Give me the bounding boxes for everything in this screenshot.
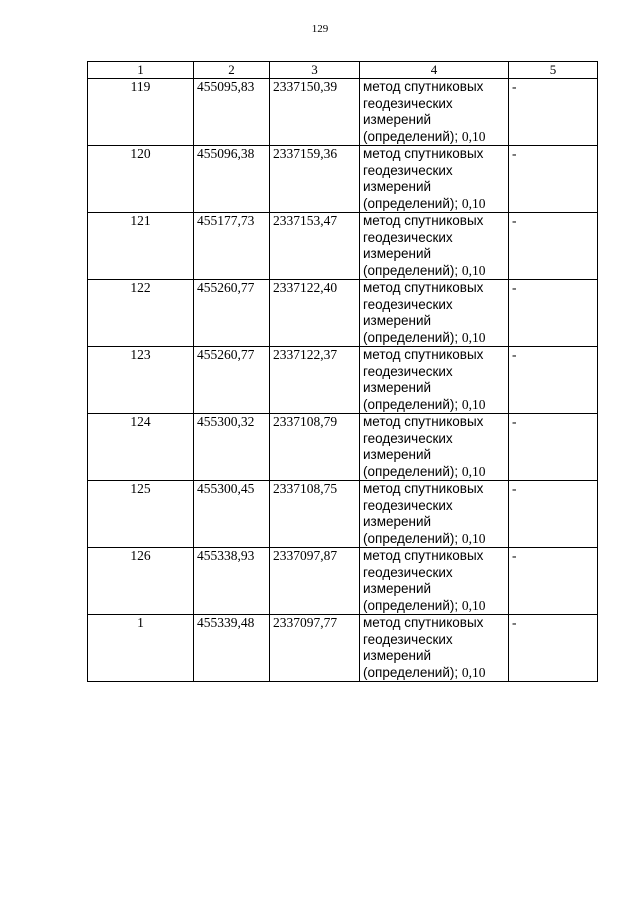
x-coordinate-cell: 455300,32: [194, 414, 270, 481]
accuracy-value: 0,10: [461, 195, 486, 211]
table-row: [88, 213, 598, 280]
x-coordinate-cell: 455260,77: [194, 280, 270, 347]
method-line-2: геодезических: [363, 631, 453, 647]
accuracy-value: 0,10: [461, 597, 486, 613]
point-number-cell: 126: [88, 548, 194, 615]
note-cell: -: [509, 146, 598, 213]
method-line-4: [363, 464, 505, 481]
x-coordinate-cell: 455260,77: [194, 347, 270, 414]
method-line-4: [363, 531, 505, 548]
method-line-1: метод спутниковых: [363, 146, 484, 161]
y-coordinate-cell: 2337159,36: [270, 146, 360, 213]
x-coordinate-cell: 455339,48: [194, 615, 270, 682]
note-cell: -: [509, 280, 598, 347]
point-number-cell: 120: [88, 146, 194, 213]
note-cell: -: [509, 213, 598, 280]
accuracy-value: 0,10: [461, 664, 486, 680]
method-line-3: измерений: [363, 581, 432, 596]
method-line-2: геодезических: [363, 95, 453, 111]
y-coordinate-cell: 2337150,39: [270, 79, 360, 146]
method-line-3: измерений: [363, 380, 432, 395]
note-cell: -: [509, 79, 598, 146]
method-line-3: измерений: [363, 313, 432, 328]
y-coordinate-cell: 2337122,37: [270, 347, 360, 414]
y-coordinate-cell: 2337108,75: [270, 481, 360, 548]
method-cell: [360, 414, 509, 481]
method-line-4: [363, 263, 505, 280]
method-line-2: геодезических: [363, 430, 453, 446]
point-number-cell: 1: [88, 615, 194, 682]
method-cell: [360, 213, 509, 280]
method-line-4: [363, 330, 505, 347]
method-line-4: [363, 397, 505, 414]
method-definition-text: (определений);: [363, 597, 459, 613]
page-number: 129: [311, 23, 329, 35]
x-coordinate-cell: 455338,93: [194, 548, 270, 615]
method-cell: [360, 481, 509, 548]
point-number-cell: 124: [88, 414, 194, 481]
method-line-4: [363, 196, 505, 213]
method-definition-text: (определений);: [363, 463, 459, 479]
method-line-4: [363, 129, 505, 146]
y-coordinate-cell: 2337097,87: [270, 548, 360, 615]
accuracy-value: 0,10: [461, 262, 486, 278]
method-line-4: [363, 598, 505, 615]
table-row: [88, 280, 598, 347]
accuracy-value: 0,10: [461, 329, 486, 345]
point-number-cell: 121: [88, 213, 194, 280]
x-coordinate-cell: 455096,38: [194, 146, 270, 213]
y-coordinate-cell: 2337108,79: [270, 414, 360, 481]
method-definition-text: (определений);: [363, 396, 459, 412]
method-definition-text: (определений);: [363, 530, 459, 546]
method-line-3: измерений: [363, 179, 432, 194]
point-number-cell: 123: [88, 347, 194, 414]
method-line-2: геодезических: [363, 363, 453, 379]
method-line-3: измерений: [363, 648, 432, 663]
accuracy-value: 0,10: [461, 128, 486, 144]
table-row: [88, 79, 598, 146]
method-cell: [360, 146, 509, 213]
table-row: [88, 615, 598, 682]
point-number-cell: 119: [88, 79, 194, 146]
table-row: [88, 481, 598, 548]
column-header-5: 5: [509, 62, 598, 79]
table-row: [88, 146, 598, 213]
table-header-row: [88, 62, 598, 79]
x-coordinate-cell: 455177,73: [194, 213, 270, 280]
method-line-1: метод спутниковых: [363, 79, 484, 94]
y-coordinate-cell: 2337122,40: [270, 280, 360, 347]
method-line-1: метод спутниковых: [363, 213, 484, 228]
accuracy-value: 0,10: [461, 396, 486, 412]
method-line-1: метод спутниковых: [363, 615, 484, 630]
coordinates-table: [87, 61, 598, 682]
note-cell: -: [509, 414, 598, 481]
method-definition-text: (определений);: [363, 664, 459, 680]
note-cell: -: [509, 548, 598, 615]
method-line-1: метод спутниковых: [363, 280, 484, 295]
note-cell: -: [509, 615, 598, 682]
table-row: [88, 347, 598, 414]
method-cell: [360, 548, 509, 615]
x-coordinate-cell: 455300,45: [194, 481, 270, 548]
method-line-3: измерений: [363, 246, 432, 261]
method-line-2: геодезических: [363, 229, 453, 245]
column-header-2: 2: [194, 62, 270, 79]
note-cell: -: [509, 481, 598, 548]
method-line-3: измерений: [363, 514, 432, 529]
point-number-cell: 125: [88, 481, 194, 548]
column-header-3: 3: [270, 62, 360, 79]
method-cell: [360, 280, 509, 347]
method-line-2: геодезических: [363, 162, 453, 178]
method-line-2: геодезических: [363, 296, 453, 312]
column-header-4: 4: [360, 62, 509, 79]
method-cell: [360, 615, 509, 682]
method-line-3: измерений: [363, 112, 432, 127]
table-row: [88, 414, 598, 481]
method-definition-text: (определений);: [363, 329, 459, 345]
method-line-1: метод спутниковых: [363, 481, 484, 496]
method-definition-text: (определений);: [363, 262, 459, 278]
method-line-2: геодезических: [363, 564, 453, 580]
method-line-2: геодезических: [363, 497, 453, 513]
method-cell: [360, 347, 509, 414]
y-coordinate-cell: 2337097,77: [270, 615, 360, 682]
method-definition-text: (определений);: [363, 128, 459, 144]
method-definition-text: (определений);: [363, 195, 459, 211]
method-cell: [360, 79, 509, 146]
method-line-4: [363, 665, 505, 682]
table-row: [88, 548, 598, 615]
column-header-1: 1: [88, 62, 194, 79]
method-line-1: метод спутниковых: [363, 414, 484, 429]
table-body: [88, 79, 598, 682]
point-number-cell: 122: [88, 280, 194, 347]
accuracy-value: 0,10: [461, 530, 486, 546]
method-line-1: метод спутниковых: [363, 548, 484, 563]
method-line-3: измерений: [363, 447, 432, 462]
accuracy-value: 0,10: [461, 463, 486, 479]
method-line-1: метод спутниковых: [363, 347, 484, 362]
x-coordinate-cell: 455095,83: [194, 79, 270, 146]
y-coordinate-cell: 2337153,47: [270, 213, 360, 280]
note-cell: -: [509, 347, 598, 414]
